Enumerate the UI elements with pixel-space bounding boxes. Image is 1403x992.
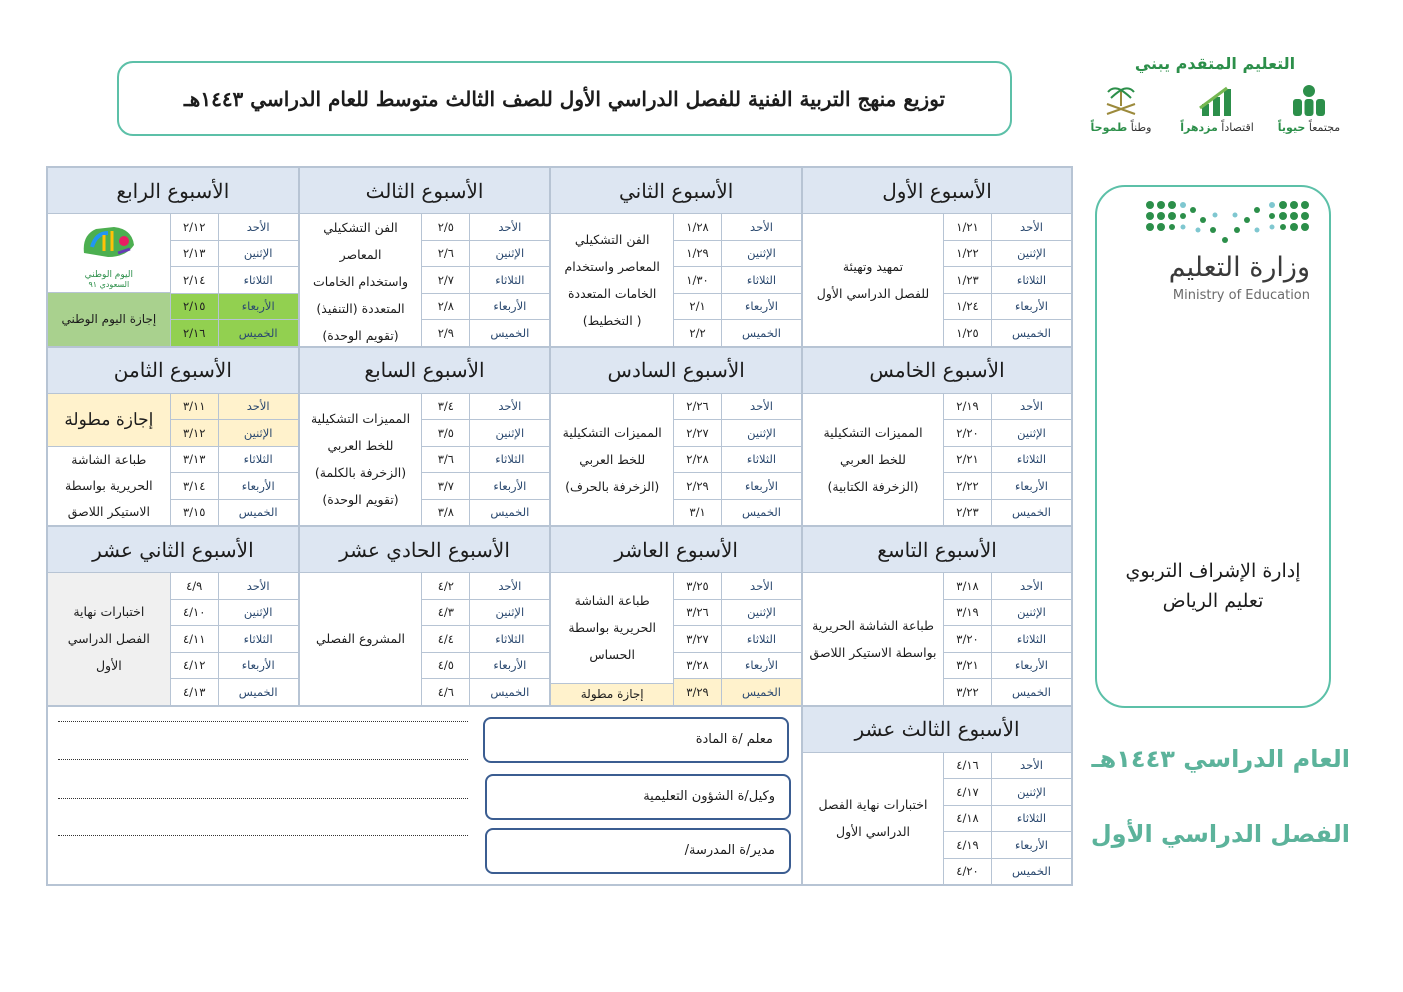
lesson-line: للخط العربي [579,451,646,467]
week-card [299,526,551,706]
date-cell: ٤/٩ [170,573,218,600]
day-label: الثلاثاء [218,447,298,474]
date-cell: ٣/١٢ [170,420,218,447]
day-label: الخميس [721,320,801,346]
pillar-nation-prefix: وطناً [1130,121,1152,134]
lesson-content [551,573,673,683]
week-card [802,526,1072,706]
academic-year: العام الدراسي ١٤٤٣هـ [1091,745,1350,773]
day-label: الأربعاء [218,294,298,321]
date-cell: ١/٢٨ [673,214,721,241]
lesson-line: الحريرية بواسطة [65,477,153,493]
date-cell: ٢/١٤ [170,267,218,294]
principal-signature-field[interactable] [485,828,791,874]
day-label: الخميس [991,859,1071,885]
date-cell: ٤/١١ [170,626,218,653]
day-label: الخميس [991,320,1071,346]
date-cell: ٣/٢٨ [673,653,721,680]
day-label: الإثنين [991,241,1071,268]
week-title: الأسبوع التاسع [803,527,1071,573]
day-label: الإثنين [991,420,1071,447]
date-cell: ٣/٢٥ [673,573,721,600]
date-cell: ٢/٥ [421,214,469,241]
day-label: الأربعاء [469,294,549,321]
lesson-content [48,447,170,525]
pillar-economy [1178,84,1256,134]
day-label: الخميس [721,500,801,526]
signature-area [47,706,802,886]
day-label: الإثنين [991,600,1071,627]
ministry-logo-dots-icon [1145,200,1310,250]
week-title: الأسبوع الثامن [48,348,298,394]
date-cell: ٣/٢٢ [943,679,991,705]
lesson-line: تمهيد وتهيئة [842,258,904,274]
day-label: الأحد [991,394,1071,421]
date-cell: ٢/٢١ [943,447,991,474]
date-cell: ٢/٨ [421,294,469,321]
day-label: الإثنين [721,241,801,268]
date-cell: ٢/٢٠ [943,420,991,447]
principal-label: مدير/ة المدرسة/ [684,843,775,858]
ministry-name-en: Ministry of Education [1172,288,1310,303]
day-label: الأحد [721,214,801,241]
lesson-line: المعاصر واستخدام [564,258,660,274]
people-icon [1289,84,1329,118]
lesson-content [48,573,170,705]
pillar-nation [1082,84,1160,134]
national-day-logo-line2: السعودي ٩١ [88,280,130,290]
date-cell: ٣/١٣ [170,447,218,474]
lesson-line: المميزات التشكيلية [562,424,662,440]
week-card [299,167,551,347]
lesson-line: الاستيكر اللاصق [67,503,150,519]
national-day-logo-line1: اليوم الوطني [84,270,133,281]
day-label: الأربعاء [721,473,801,500]
day-label: الثلاثاء [991,267,1071,294]
national-day-holiday: إجازة اليوم الوطني [48,293,170,345]
lesson-line: واستخدام الخامات [313,274,409,289]
lesson-line: للخط العربي [327,438,394,454]
week-title: الأسبوع الثاني عشر [48,527,298,573]
week-title: الأسبوع الرابع [48,168,298,214]
lesson-line: الأول [95,658,122,674]
date-cell: ٢/٩ [421,320,469,346]
day-label: الإثنين [218,420,298,447]
date-cell: ٣/١ [673,500,721,526]
palm-swords-emblem-icon [1101,84,1141,118]
lesson-content [551,394,673,526]
day-label: الثلاثاء [721,447,801,474]
pillar-society-prefix: مجتمعاً [1308,121,1341,134]
week-card [550,347,802,527]
day-label: الثلاثاء [218,626,298,653]
semester-label: الفصل الدراسي الأول [1090,820,1350,848]
date-cell: ٤/١٧ [943,779,991,806]
week-card [47,526,299,706]
lesson-line: (الزخرفة بالحرف) [565,478,660,494]
date-cell: ٢/٢ [673,320,721,346]
day-label: الثلاثاء [469,447,549,474]
growth-icon [1197,84,1237,118]
date-cell: ٣/١٥ [170,500,218,526]
day-label: الإثنين [218,600,298,627]
lesson-line: (تقويم الوحدة) [322,492,399,508]
date-cell: ٣/٨ [421,500,469,526]
week-title: الأسبوع العاشر [551,527,801,573]
date-cell: ٤/٤ [421,626,469,653]
deputy-label: وكيل/ة الشؤون التعليمية [643,789,775,804]
date-cell: ١/٢٢ [943,241,991,268]
date-cell: ١/٢٥ [943,320,991,346]
date-cell: ٣/٥ [421,420,469,447]
lesson-line: طباعة الشاشة الحريرية [812,617,934,633]
week-card [550,167,802,347]
week-title: الأسبوع السابع [300,348,550,394]
date-cell: ١/٢٣ [943,267,991,294]
date-cell: ٢/٢٧ [673,420,721,447]
lesson-line: للفصل الدراسي الأول [816,285,930,301]
day-label: الأحد [991,214,1071,241]
lesson-line: المميزات التشكيلية [310,411,411,427]
date-cell: ٢/٢٢ [943,473,991,500]
week-title: الأسبوع الثالث عشر [803,707,1071,753]
long-holiday-strip: إجازة مطولة [551,683,673,705]
pillar-nation-bold: طموحاً [1090,121,1128,134]
day-label: الأحد [218,394,298,421]
day-label: الخميس [218,320,298,346]
date-cell: ٢/٢٨ [673,447,721,474]
lesson-line: بواسطة الاستيكر اللاصق [809,644,937,660]
week-card [299,347,551,527]
week-card [802,167,1072,347]
lesson-content [803,753,943,885]
pillar-economy-prefix: اقتصاداً [1221,121,1254,134]
date-cell: ٢/٦ [421,241,469,268]
week-title: الأسبوع الثاني [551,168,801,214]
day-label: الأربعاء [721,294,801,321]
lesson-line: الدراسي الأول [836,824,910,840]
lesson-content [803,573,943,705]
lesson-line: (الزخرفة بالكلمة) [314,465,407,481]
department-line2: تعليم الرياض [1162,590,1264,612]
lesson-line: الفن التشكيلي المعاصر [323,220,398,262]
date-cell: ٢/٧ [421,267,469,294]
date-cell: ٣/٢١ [943,653,991,680]
lesson-line: الحريرية بواسطة [568,620,656,636]
day-label: الأربعاء [721,653,801,680]
day-label: الخميس [991,500,1071,526]
day-label: الأحد [469,394,549,421]
date-cell: ٣/٢٧ [673,626,721,653]
day-label: الأربعاء [991,473,1071,500]
week-title: الأسبوع الأول [803,168,1071,214]
day-label: الثلاثاء [991,626,1071,653]
day-label: الأربعاء [469,653,549,680]
day-label: الأحد [991,753,1071,780]
lesson-content [803,394,943,526]
week-card [550,526,802,706]
date-cell: ٤/١٢ [170,653,218,680]
date-cell: ٢/٢٣ [943,500,991,526]
lesson-line: المشروع الفصلي [316,631,406,647]
date-cell: ٣/٢٦ [673,600,721,627]
lesson-line: طباعة الشاشة [71,451,147,467]
day-label: الثلاثاء [469,626,549,653]
week-title: الأسبوع الثالث [300,168,550,214]
lesson-line: ( التخطيط) [582,312,642,328]
deputy-signature-field[interactable] [485,774,791,820]
lesson-content [300,214,422,349]
date-cell: ٣/٢٩ [673,679,721,705]
date-cell: ١/٢١ [943,214,991,241]
day-label: الأربعاء [991,832,1071,859]
date-cell: ٣/٧ [421,473,469,500]
day-label: الخميس [469,500,549,526]
week-card [802,347,1072,527]
day-label: الخميس [721,679,801,705]
date-cell: ٢/٢٦ [673,394,721,421]
day-label: الأربعاء [218,653,298,680]
day-label: الخميس [469,320,549,346]
day-label: الأربعاء [218,473,298,500]
page-title: توزيع منهج التربية الفنية للفصل الدراسي الأول للصف الثالث متوسط للعام الدراسي ١٤٤٣هـ [117,61,1012,136]
date-cell: ٢/١٩ [943,394,991,421]
day-label: الإثنين [218,241,298,268]
department [1100,556,1326,616]
date-cell: ٤/١٩ [943,832,991,859]
date-cell: ٣/١٩ [943,600,991,627]
long-holiday-label: إجازة مطولة [48,394,170,447]
date-cell: ٣/١١ [170,394,218,421]
signature-line [58,759,468,760]
date-cell: ٣/١٤ [170,473,218,500]
date-cell: ٣/١٨ [943,573,991,600]
date-cell: ٢/١٥ [170,294,218,321]
schedule-grid [46,166,1073,886]
lesson-line: الخامات المتعددة [567,285,657,301]
day-label: الإثنين [721,420,801,447]
date-cell: ٤/١٦ [943,753,991,780]
day-label: الإثنين [721,600,801,627]
day-label: الأحد [721,573,801,600]
date-cell: ١/٣٠ [673,267,721,294]
lesson-line: المتعددة (التنفيذ) [316,301,405,316]
lesson-line: للخط العربي [840,451,906,467]
date-cell: ٢/١٣ [170,241,218,268]
lesson-content [803,214,943,346]
date-cell: ٣/٢٠ [943,626,991,653]
lesson-line: الفصل الدراسي [67,631,150,647]
week-card [47,347,299,527]
date-cell: ٤/٢ [421,573,469,600]
date-cell: ٣/٦ [421,447,469,474]
day-label: الثلاثاء [721,267,801,294]
day-label: الثلاثاء [991,806,1071,833]
lesson-line: المميزات التشكيلية [823,424,923,440]
signature-line [58,835,468,836]
date-cell: ٤/١٨ [943,806,991,833]
vision-headline: التعليم المتقدم يبني [1134,54,1296,73]
day-label: الأحد [218,573,298,600]
day-label: الثلاثاء [721,626,801,653]
lesson-content [551,214,673,346]
day-label: الأربعاء [469,473,549,500]
date-cell: ٢/١٢ [170,214,218,241]
day-label: الثلاثاء [469,267,549,294]
lesson-line: اختبارات نهاية الفصل [818,797,928,813]
teacher-label: معلم /ة المادة [695,732,773,747]
day-label: الأحد [721,394,801,421]
pillar-society [1270,84,1348,134]
department-line1: إدارة الإشراف التربوي [1125,560,1301,582]
lesson-line: (الزخرفة الكتابية) [827,478,919,494]
day-label: الأحد [469,573,549,600]
week-title: الأسبوع الحادي عشر [300,527,550,573]
date-cell: ١/٢٤ [943,294,991,321]
date-cell: ٢/١٦ [170,320,218,346]
date-cell: ٤/٥ [421,653,469,680]
day-label: الأحد [218,214,298,241]
date-cell: ٤/٢٠ [943,859,991,885]
lesson-line: اختبارات نهاية [73,604,145,620]
day-label: الخميس [469,679,549,705]
pillar-economy-bold: مزدهراً [1180,121,1218,134]
date-cell: ٤/٦ [421,679,469,705]
day-label: الخميس [218,500,298,526]
week-title: الأسبوع الخامس [803,348,1071,394]
date-cell: ١/٢٩ [673,241,721,268]
week-card [47,167,299,347]
week-title: الأسبوع السادس [551,348,801,394]
lesson-line: الفن التشكيلي [574,231,650,247]
day-label: الأربعاء [991,653,1071,680]
day-label: الإثنين [991,779,1071,806]
week-card [802,706,1072,886]
day-label: الخميس [991,679,1071,705]
lesson-line: طباعة الشاشة [574,593,650,609]
lesson-line: الحساس [589,647,635,663]
date-cell: ٢/٢٩ [673,473,721,500]
signature-line [58,798,468,799]
lesson-line: (تقويم الوحدة) [322,328,399,343]
national-day-logo [48,214,170,293]
day-label: الأحد [991,573,1071,600]
teacher-signature-field[interactable] [483,717,789,763]
lesson-content [300,394,422,526]
day-label: الأربعاء [991,294,1071,321]
pillar-society-bold: حيوياً [1277,121,1306,134]
day-label: الخميس [218,679,298,705]
date-cell: ٤/١٣ [170,679,218,705]
day-label: الثلاثاء [218,267,298,294]
day-label: الإثنين [469,600,549,627]
day-label: الأحد [469,214,549,241]
ministry-name-ar: وزارة التعليم [1168,252,1310,283]
date-cell: ٤/٣ [421,600,469,627]
day-label: الثلاثاء [991,447,1071,474]
date-cell: ٢/١ [673,294,721,321]
national-day-emblem-icon [74,216,144,270]
signature-line [58,721,468,722]
day-label: الإثنين [469,241,549,268]
lesson-content [300,573,422,705]
date-cell: ٣/٤ [421,394,469,421]
date-cell: ٤/١٠ [170,600,218,627]
day-label: الإثنين [469,420,549,447]
